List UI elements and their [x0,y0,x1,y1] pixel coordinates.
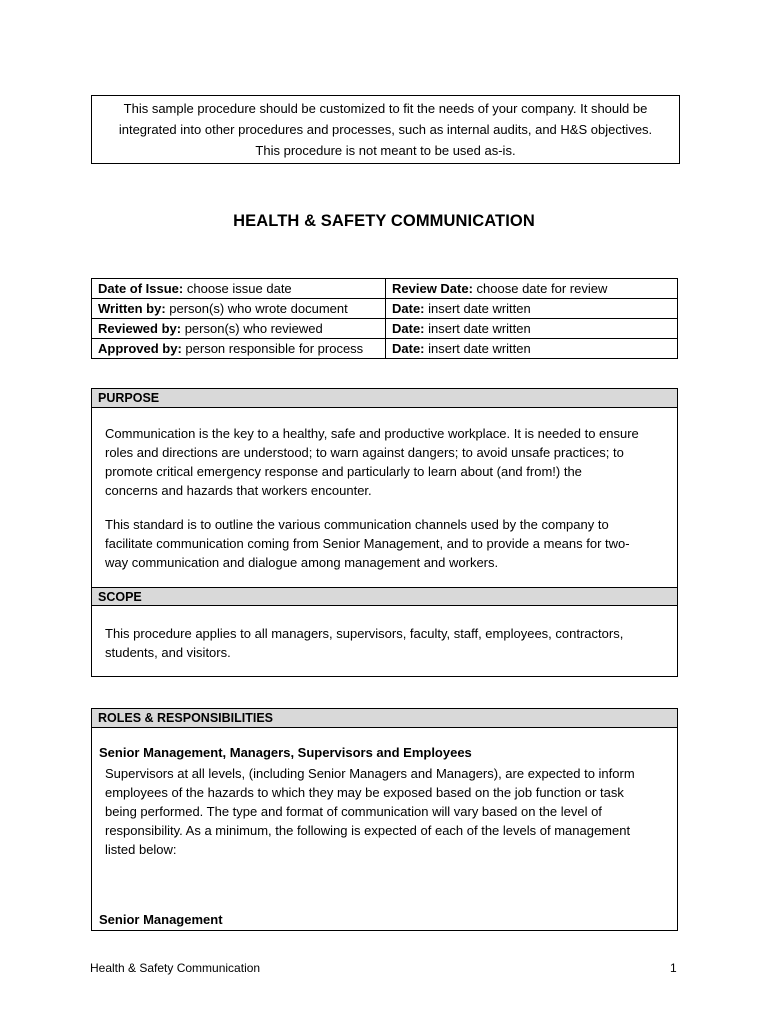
approved-date-cell [386,339,678,359]
text-line: promote critical emergency response and particularly to learn about (and from!) the [105,464,582,479]
purpose-scope-section [91,388,678,677]
purpose-paragraph-1 [99,424,686,500]
notice-line-3: This procedure is not meant to be used as-is. [255,143,516,158]
cell-value: person(s) who reviewed [181,320,323,336]
table-row [92,299,678,319]
scope-heading: SCOPE [92,587,677,606]
cell-value: insert date written [424,340,531,356]
cell-label: Date: [392,300,425,316]
text-line: listed below: [105,842,177,857]
cell-value: insert date written [424,300,531,316]
notice-line-2: integrated into other procedures and processes, such as internal audits, and H&S objectives. [118,122,653,137]
text-line: students, and visitors. [105,645,231,660]
date-of-issue-cell [92,279,386,299]
roles-heading: ROLES & RESPONSIBILITIES [92,709,677,728]
table-row [92,319,678,339]
cell-value: person responsible for process [181,340,364,356]
table-row [92,279,678,299]
cell-value: person(s) who wrote document [165,300,348,316]
cell-label: Date: [392,320,425,336]
footer-document-title: Health & Safety Communication [90,961,261,975]
cell-label: Date: [392,340,425,356]
roles-subheading-senior-management: Senior Management [99,912,223,927]
reviewed-date-cell [386,319,678,339]
footer-page-number: 1 [670,961,677,975]
roles-responsibilities-section [91,708,678,931]
roles-subheading-all-levels: Senior Management, Managers, Supervisors and Employees [99,745,472,760]
approved-by-cell [92,339,386,359]
purpose-paragraph-2 [99,515,686,572]
customization-notice [91,95,680,164]
cell-value: insert date written [424,320,531,336]
cell-label: Date of Issue: [98,280,184,296]
review-date-cell [386,279,678,299]
text-line: responsibility. As a minimum, the following is expected of each of the levels of management [105,823,631,838]
written-date-cell [386,299,678,319]
written-by-cell [92,299,386,319]
text-line: Supervisors at all levels, (including Senior Managers and Managers), are expected to inform [105,766,635,781]
text-line: facilitate communication coming from Senior Management, and to provide a means for two- [105,536,630,551]
cell-label: Reviewed by: [98,320,182,336]
text-line: roles and directions are understood; to warn against dangers; to avoid unsafe practices; to [105,445,624,460]
cell-label: Approved by: [98,340,182,356]
reviewed-by-cell [92,319,386,339]
text-line: This standard is to outline the various communication channels used by the company to [105,517,609,532]
text-line: This procedure applies to all managers, supervisors, faculty, staff, employees, contractors, [105,626,624,641]
cell-value: choose issue date [183,280,292,296]
notice-line-1: This sample procedure should be customized to fit the needs of your company. It should be [123,101,648,116]
scope-paragraph [99,624,686,662]
document-title: HEALTH & SAFETY COMMUNICATION [233,212,535,230]
cell-label: Written by: [98,300,166,316]
table-row [92,339,678,359]
purpose-heading: PURPOSE [92,389,677,408]
cell-value: choose date for review [472,280,608,296]
text-line: way communication and dialogue among management and workers. [105,555,499,570]
document-control-table [91,278,678,359]
text-line: employees of the hazards to which they may be exposed based on the job function or task [105,785,624,800]
cell-label: Review Date: [392,280,473,296]
text-line: Communication is the key to a healthy, safe and productive workplace. It is needed to ensure [105,426,639,441]
text-line: concerns and hazards that workers encounter. [105,483,372,498]
roles-paragraph [99,764,686,859]
text-line: being performed. The type and format of communication will vary based on the level of [105,804,602,819]
